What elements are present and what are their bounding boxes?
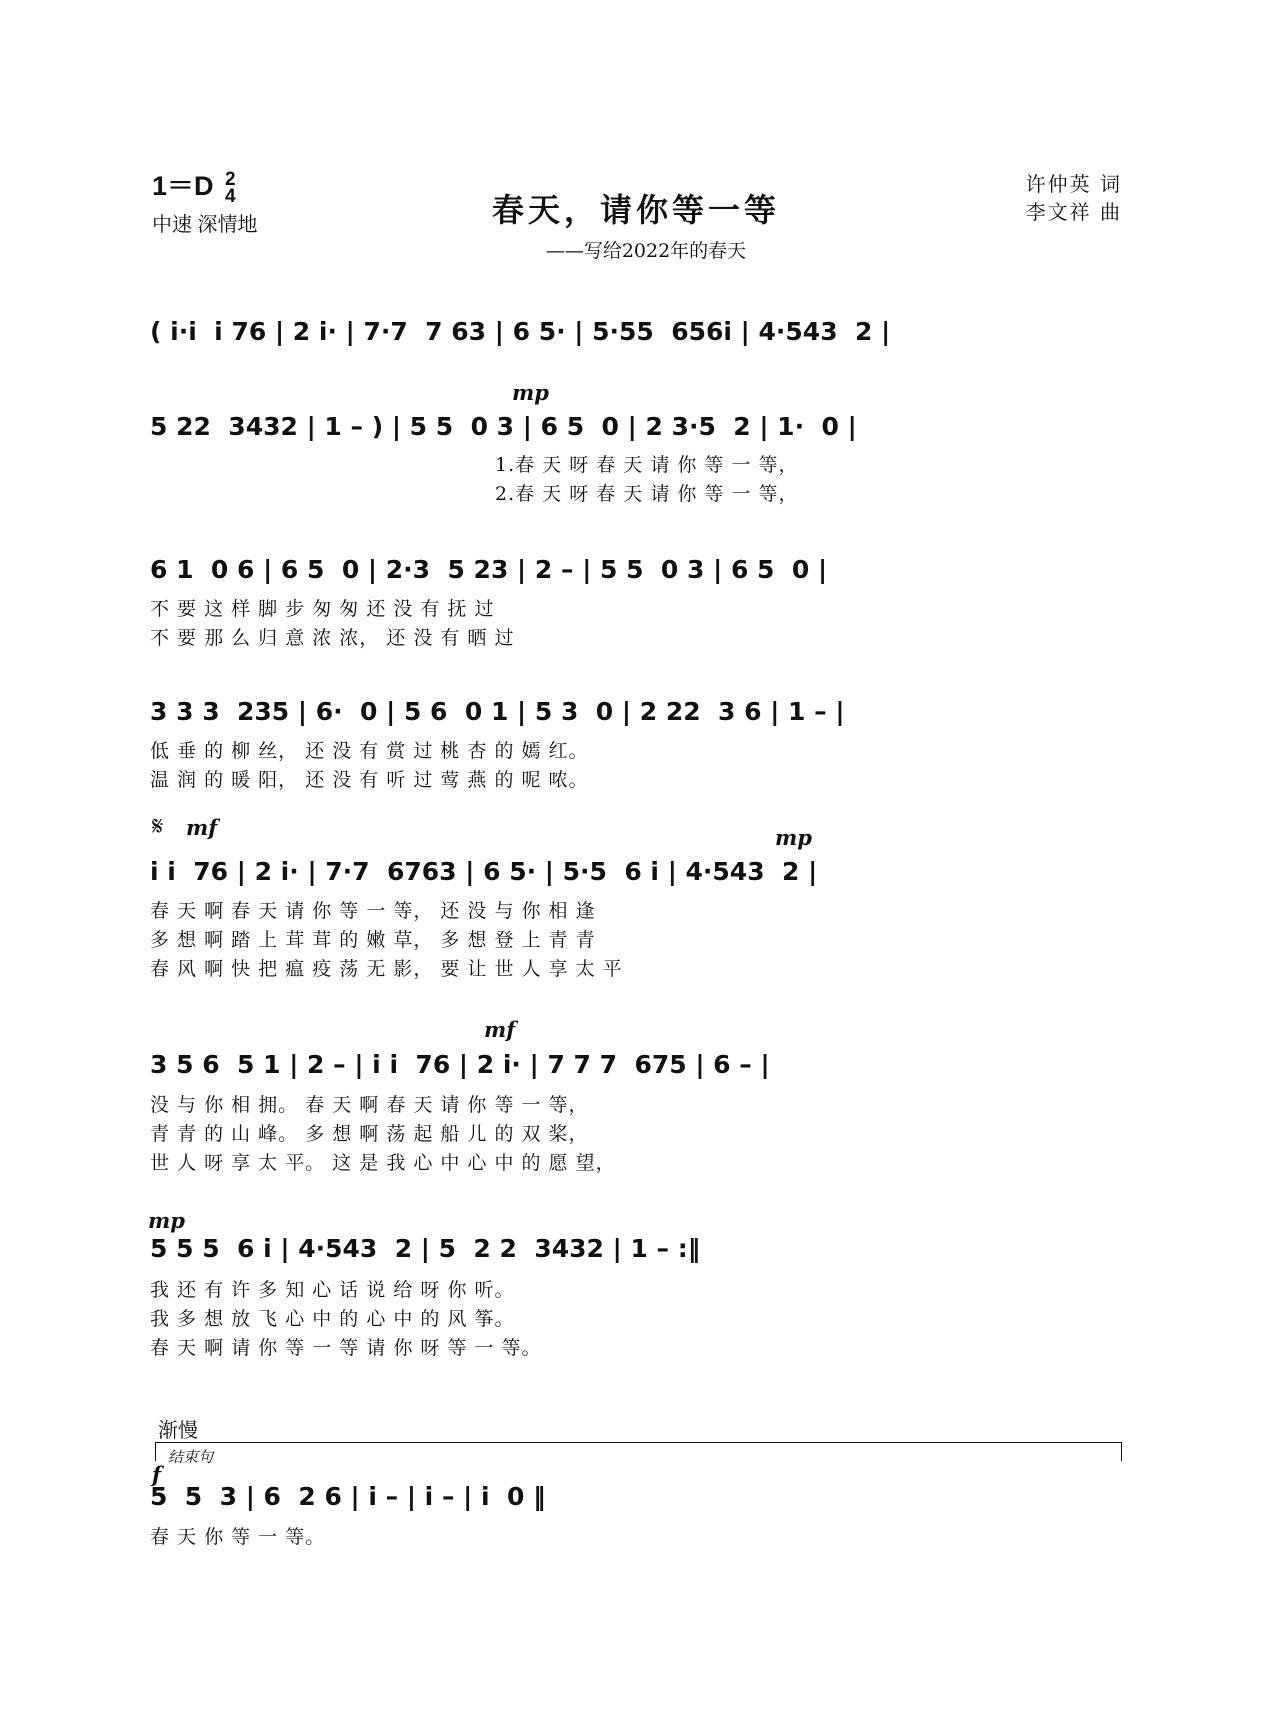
dynamic-marking: mf [484, 1017, 516, 1042]
ending-bracket [155, 1442, 1122, 1461]
lyric-line: 不 要 这 样 脚 步 匆 匆 还 没 有 抚 过 [150, 598, 495, 620]
notation-line-7: 5 5 5 6 i | 4·543 2 | 5 2 2 3432 | 1 – :‖ [150, 1233, 701, 1263]
dynamic-marking: f [152, 1462, 162, 1487]
lyricist-credit: 许仲英 词 [1025, 172, 1122, 196]
notation-line-2: 5 22 3432 | 1 – ) | 5 5 0 3 | 6 5 0 | 2 3·5 2 | 1· 0 | [150, 411, 857, 441]
meter-top: 2 [225, 168, 236, 190]
lyric-line: 我 多 想 放 飞 心 中 的 心 中 的 风 筝。 [150, 1308, 515, 1330]
dynamic-marking: mp [512, 380, 549, 405]
notation-line-4: 3 3 3 235 | 6· 0 | 5 6 0 1 | 5 3 0 | 2 22 3 6 | 1 – | [150, 696, 845, 726]
lyric-line: 不 要 那 么 归 意 浓 浓， 还 没 有 晒 过 [150, 627, 515, 649]
lyric-line: 春 天 你 等 一 等。 [150, 1526, 326, 1548]
lyric-line: 春 风 啊 快 把 瘟 疫 荡 无 影， 要 让 世 人 享 太 平 [150, 958, 623, 980]
dynamic-marking: mf [186, 815, 218, 840]
dynamic-marking: mp [148, 1208, 185, 1233]
segno-sign: 𝄋 [152, 812, 164, 842]
notation-line-1: ( i·i i 76 | 2 i· | 7·7 7 63 | 6 5· | 5·55 656i | 4·543 2 | [150, 316, 891, 346]
tempo-marking: 中速 深情地 [152, 214, 258, 236]
page-subtitle: ——写给2022年的春天 [545, 240, 747, 262]
notation-line-5: i i 76 | 2 i· | 7·7 6763 | 6 5· | 5·5 6 i | 4·543 2 | [150, 856, 818, 886]
lyric-line: 世 人 呀 享 太 平。 这 是 我 心 中 心 中 的 愿 望， [150, 1152, 616, 1174]
notation-line-3: 6 1 0 6 | 6 5 0 | 2·3 5 23 | 2 – | 5 5 0 3 | 6 5 0 | [150, 554, 828, 584]
lyric-line: 多 想 啊 踏 上 茸 茸 的 嫩 草， 多 想 登 上 青 青 [150, 929, 596, 951]
lyric-line: 青 青 的 山 峰。 多 想 啊 荡 起 船 儿 的 双 桨， [150, 1123, 589, 1145]
composer-credit: 李文祥 曲 [1025, 200, 1122, 224]
lyric-line: 1.春 天 呀 春 天 请 你 等 一 等， [495, 454, 799, 476]
lyric-line: 低 垂 的 柳 丝， 还 没 有 赏 过 桃 杏 的 嫣 红。 [150, 740, 589, 762]
ritardando-marking: 渐慢 [158, 1420, 198, 1442]
lyric-line: 春 天 啊 春 天 请 你 等 一 等， 还 没 与 你 相 逢 [150, 900, 596, 922]
notation-line-6: 3 5 6 5 1 | 2 – | i i 76 | 2 i· | 7 7 7 675 | 6 – | [150, 1049, 770, 1079]
lyric-line: 2.春 天 呀 春 天 请 你 等 一 等， [495, 483, 799, 505]
lyric-line: 没 与 你 相 拥。 春 天 啊 春 天 请 你 等 一 等， [150, 1094, 589, 1116]
ending-label: 结束句 [168, 1448, 214, 1466]
notation-line-8: 5 5 3 | 6 2 6 | i – | i – | i 0 ‖ [150, 1481, 546, 1511]
dynamic-marking: mp [775, 825, 812, 850]
meter-bottom: 4 [225, 185, 236, 207]
key-text: 1＝D [152, 171, 214, 201]
lyric-line: 温 润 的 暖 阳， 还 没 有 听 过 莺 燕 的 呢 哝。 [150, 769, 589, 791]
lyric-line: 我 还 有 许 多 知 心 话 说 给 呀 你 听。 [150, 1279, 515, 1301]
lyric-line: 春 天 啊 请 你 等 一 等 请 你 呀 等 一 等。 [150, 1337, 542, 1359]
page-title: 春天，请你等一等 [491, 191, 780, 229]
